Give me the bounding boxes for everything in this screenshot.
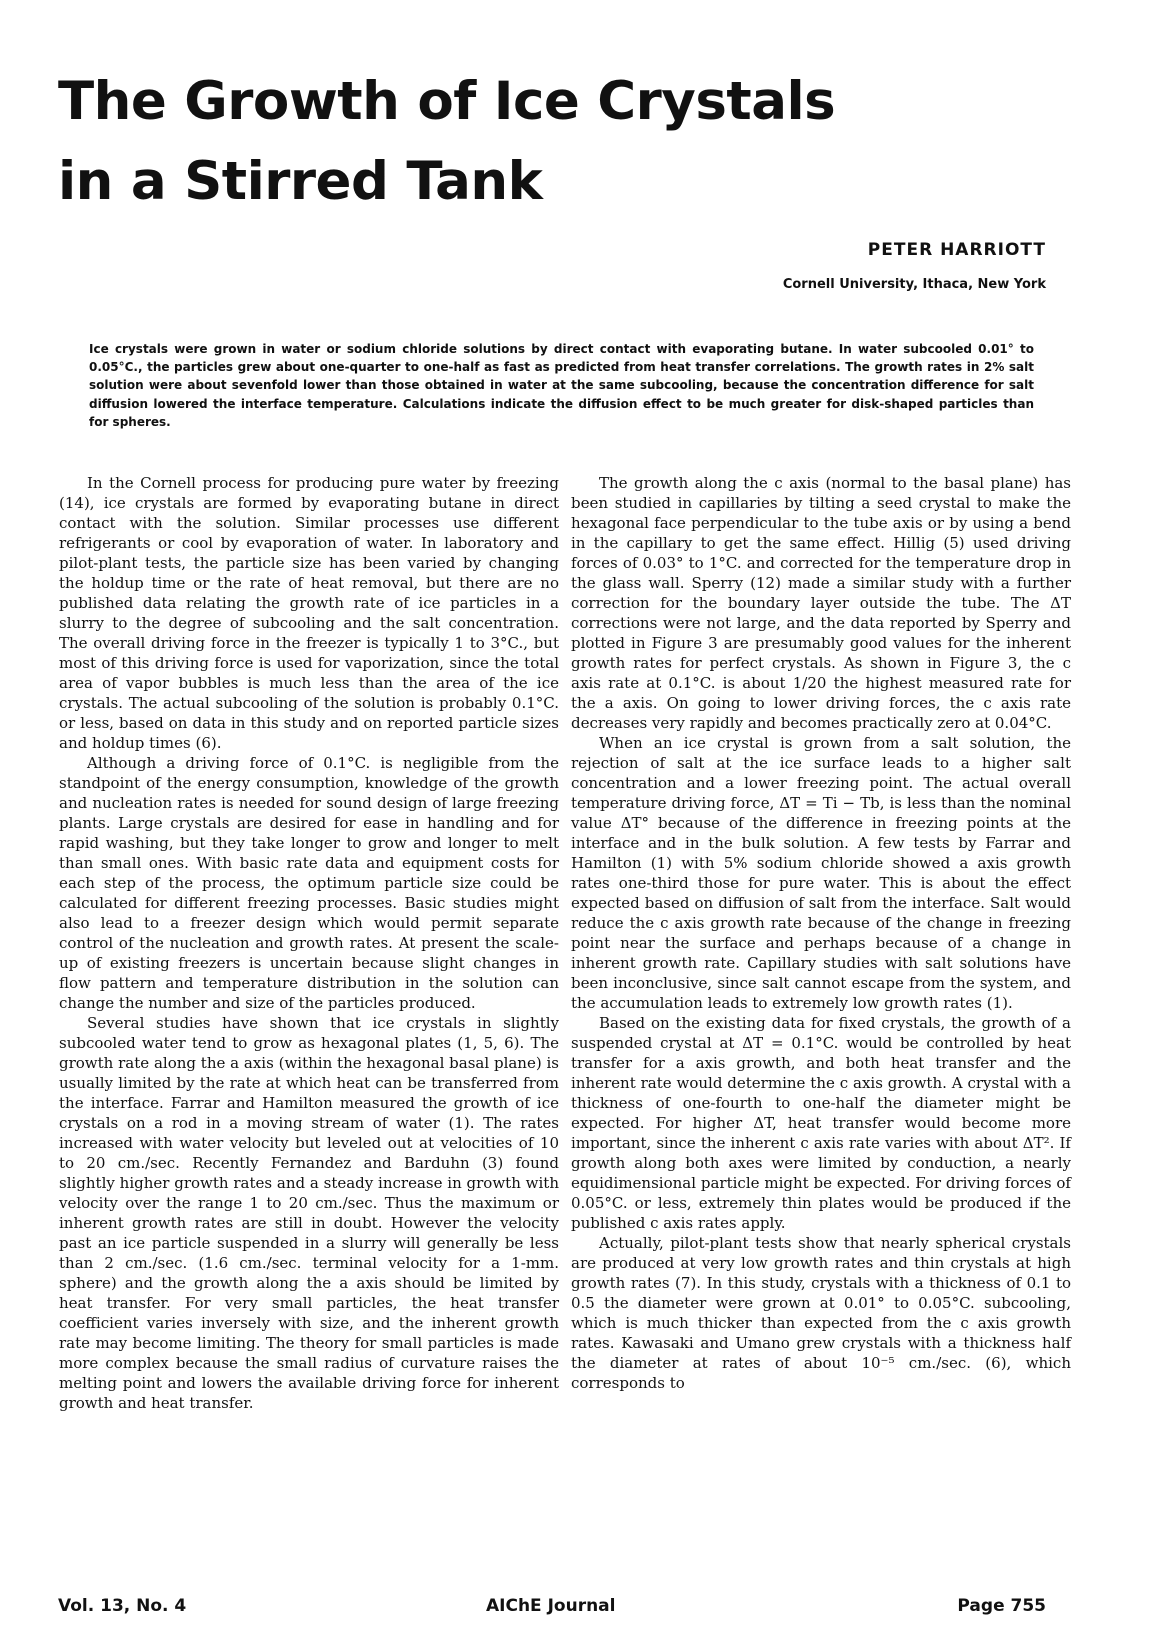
body-paragraph: Several studies have shown that ice crystals in slightly subcooled water tend to grow as hexagonal plates (1, 5, 6). The growth rate along the a axis (within the hexagonal basal plane) is usually limited by the rate at which heat can be transferred from the interface. Farrar and Hamilton measured the growth of ice crystals on a rod in a moving stream of water (1). The rates increased with water velocity but leveled out at velocities of 10 to 20 cm./sec. Recently Fernandez and Barduhn (3) found slightly higher growth rates and a steady increase in growth with velocity over the range 1 to 20 cm./sec. Thus the maximum or inherent growth rates are still in doubt. However the velocity past an ice particle suspended in a slurry will generally be less than 2 cm./sec. (1.6 cm./sec. terminal velocity for a 1-mm. sphere) and the growth along the a axis should be limited by heat transfer. For very small particles, the heat transfer coefficient varies inversely with size, and the inherent growth rate may become limiting. The theory for small particles is made more complex because the small radius of curvature raises the melting point and lowers the available driving force for inherent growth and heat transfer. <box>59 1014 559 1412</box>
footer-page-number: Page 755 <box>957 1596 1046 1616</box>
paper-title <box>58 62 958 222</box>
body-paragraph: When an ice crystal is grown from a salt solution, the rejection of salt at the ice surface leads to a higher salt concentration and a lower freezing point. The actual overall temperature driving force, ΔT = Ti − Tb, is less than the nominal value ΔT° because of the difference in freezing points at the interface and in the bulk solution. A few tests by Farrar and Hamilton (1) with 5% sodium chloride showed a axis growth rates one-third those for pure water. This is about the effect expected based on diffusion of salt from the interface. Salt would reduce the c axis growth rate because of the change in freezing point near the surface and perhaps because of a change in inherent growth rate. Capillary studies with salt solutions have been inconclusive, since salt cannot escape from the system, and the accumulation leads to extremely low growth rates (1). <box>571 734 1071 1012</box>
body-paragraph: Although a driving force of 0.1°C. is negligible from the standpoint of the energy consumption, knowledge of the growth and nucleation rates is needed for sound design of large freezing plants. Large crystals are desired for ease in handling and for rapid washing, but they take longer to grow and longer to melt than small ones. With basic rate data and equipment costs for each step of the process, the optimum particle size could be calculated for different freezing processes. Basic studies might also lead to a freezer design which would permit separate control of the nucleation and growth rates. At present the scale-up of existing freezers is uncertain because slight changes in flow pattern and temperature distribution in the solution can change the number and size of the particles produced. <box>59 754 559 1012</box>
author-name: PETER HARRIOTT <box>867 240 1046 260</box>
body-paragraph: In the Cornell process for producing pure water by freezing (14), ice crystals are formed by evaporating butane in direct contact with the solution. Similar processes use different refrigerants or cool by evaporation of water. In laboratory and pilot-plant tests, the particle size has been varied by changing the holdup time or the rate of heat removal, but there are no published data relating the growth rate of ice particles in a slurry to the degree of subcooling and the salt concentration. The overall driving force in the freezer is typically 1 to 3°C., but most of this driving force is used for vaporization, since the total area of vapor bubbles is much less than the area of the ice crystals. The actual subcooling of the solution is probably 0.1°C. or less, based on data in this study and on reported particle sizes and holdup times (6). <box>59 474 559 752</box>
right-column <box>571 473 1071 1393</box>
left-column <box>59 473 559 1413</box>
author-affiliation: Cornell University, Ithaca, New York <box>782 277 1046 292</box>
title-line-2: in a Stirred Tank <box>58 151 543 212</box>
title-line-1: The Growth of Ice Crystals <box>58 71 836 132</box>
abstract: Ice crystals were grown in water or sodium chloride solutions by direct contact with evaporating butane. In water subcooled 0.01° to 0.05°C., the particles grew about one-quarter to one-half as fast as predicted from heat transfer correlations. The growth rates in 2% salt solution were about sevenfold lower than those obtained in water at the same subcooling, because the concentration difference for salt diffusion lowered the interface temperature. Calculations indicate the diffusion effect to be much greater for disk-shaped particles than for spheres. <box>89 342 1034 429</box>
footer-journal: AIChE Journal <box>486 1596 616 1616</box>
body-paragraph: The growth along the c axis (normal to the basal plane) has been studied in capillaries by tilting a seed crystal to make the hexagonal face perpendicular to the tube axis or by using a bend in the capillary to get the same effect. Hillig (5) used driving forces of 0.03° to 1°C. and corrected for the temperature drop in the glass wall. Sperry (12) made a similar study with a further correction for the boundary layer outside the tube. The ΔT corrections were not large, and the data reported by Sperry and plotted in Figure 3 are presumably good values for the inherent growth rates for perfect crystals. As shown in Figure 3, the c axis rate at 0.1°C. is about 1/20 the highest measured rate for the a axis. On going to lower driving forces, the c axis rate decreases very rapidly and becomes practically zero at 0.04°C. <box>571 474 1071 732</box>
body-paragraph: Actually, pilot-plant tests show that nearly spherical crystals are produced at very low growth rates and thin crystals at high growth rates (7). In this study, crystals with a thickness of 0.1 to 0.5 the diameter were grown at 0.01° to 0.05°C. subcooling, which is much thicker than expected from the c axis growth rates. Kawasaki and Umano grew crystals with a thickness half the diameter at rates of about 10⁻⁵ cm./sec. (6), which corresponds to <box>571 1234 1071 1392</box>
body-paragraph: Based on the existing data for fixed crystals, the growth of a suspended crystal at ΔT = 0.1°C. would be controlled by heat transfer for a axis growth, and both heat transfer and the inherent rate would determine the c axis growth. A crystal with a thickness of one-fourth to one-half the diameter might be expected. For higher ΔT, heat transfer would become more important, since the inherent c axis rate varies with about ΔT². If growth along both axes were limited by conduction, a nearly equidimensional particle might be expected. For driving forces of 0.05°C. or less, extremely thin plates would be produced if the published c axis rates apply. <box>571 1014 1071 1232</box>
footer-volume: Vol. 13, No. 4 <box>58 1596 187 1616</box>
